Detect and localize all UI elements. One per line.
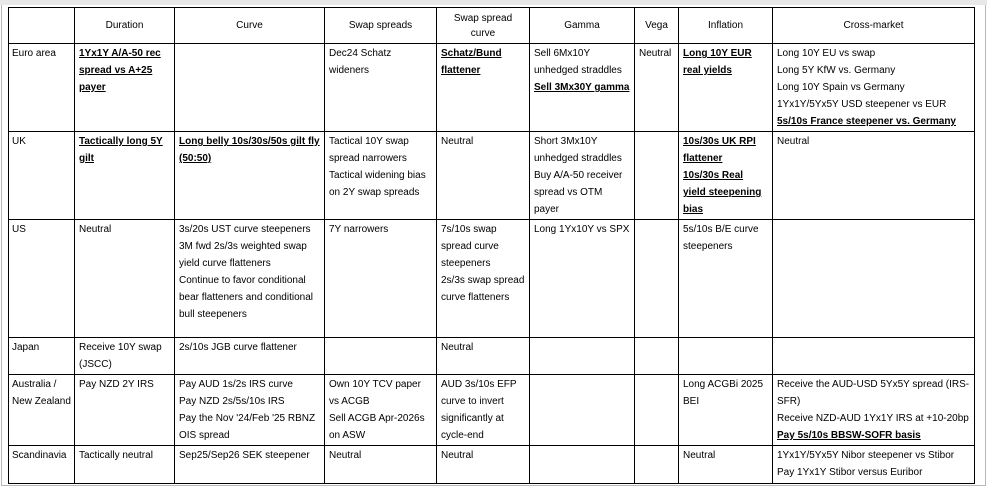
- trade-line: Continue to favor conditional bear flatteners and conditional bull steepeners: [179, 275, 313, 320]
- cell-uk-cross-market: [773, 132, 975, 220]
- trade-line: Pay the Nov '24/Feb '25 RBNZ OIS spread: [179, 413, 316, 441]
- trade-line: 10s/30s Real yield steepening bias: [683, 170, 762, 215]
- cell-us-swap-spreads: [325, 220, 437, 338]
- table-header: [9, 8, 975, 44]
- trade-line: Buy A/A-50 receiver spread vs OTM payer: [534, 170, 623, 215]
- region-label-japan: Japan: [9, 338, 75, 375]
- cell-japan-swap-spread-curve: [437, 338, 530, 375]
- table-row-euro-area: [9, 44, 975, 132]
- table-body: [9, 44, 975, 484]
- trade-line: Tactically long 5Y gilt: [79, 136, 163, 164]
- cell-us-cross-market: [773, 220, 975, 338]
- cell-australia-new-zealand-inflation: [679, 375, 773, 446]
- page-edge-left: [1, 5, 2, 485]
- trade-line: Schatz/Bund flattener: [441, 48, 502, 76]
- cell-uk-swap-spreads: [325, 132, 437, 220]
- column-header-swap-spread-curve: Swap spread curve: [437, 8, 530, 44]
- header-row: [9, 8, 975, 44]
- cell-euro-area-cross-market: [773, 44, 975, 132]
- column-header-inflation: Inflation: [679, 8, 773, 44]
- trade-line: AUD 3s/10s EFP curve to invert significantly at cycle-end: [441, 379, 517, 441]
- trade-line: Own 10Y TCV paper vs ACGB: [329, 379, 421, 407]
- column-header-vega: Vega: [635, 8, 679, 44]
- cell-scandinavia-swap-spreads: [325, 446, 437, 484]
- region-label-us: US: [9, 220, 75, 338]
- table-row-us: [9, 220, 975, 338]
- column-header-cross-market: Cross-market: [773, 8, 975, 44]
- trade-line: Neutral: [777, 136, 810, 147]
- cell-euro-area-inflation: [679, 44, 773, 132]
- table-row-australia-new-zealand: [9, 375, 975, 446]
- trade-line: Long belly 10s/30s/50s gilt fly (50:50): [179, 136, 320, 164]
- trade-line: Dec24 Schatz wideners: [329, 48, 392, 76]
- cell-australia-new-zealand-cross-market: [773, 375, 975, 446]
- trade-line: 5s/10s B/E curve steepeners: [683, 224, 759, 252]
- trade-line: Neutral: [441, 342, 474, 353]
- trade-line: 7s/10s swap spread curve steepeners: [441, 224, 499, 269]
- cell-japan-curve: [175, 338, 325, 375]
- trade-line: Long 10Y Spain vs Germany: [777, 82, 905, 93]
- trade-line: 2s/3s swap spread curve flatteners: [441, 275, 525, 303]
- trade-line: Long 10Y EU vs swap: [777, 48, 876, 59]
- trade-line: Receive NZD-AUD 1Yx1Y IRS at +10-20bp: [777, 413, 969, 424]
- cell-australia-new-zealand-duration: [75, 375, 175, 446]
- page-edge-top: [0, 0, 987, 5]
- cell-us-vega: [635, 220, 679, 338]
- cell-japan-duration: [75, 338, 175, 375]
- column-header-swap-spreads: Swap spreads: [325, 8, 437, 44]
- cell-australia-new-zealand-swap-spreads: [325, 375, 437, 446]
- cell-us-curve: [175, 220, 325, 338]
- table-row-scandinavia: [9, 446, 975, 484]
- cell-scandinavia-swap-spread-curve: [437, 446, 530, 484]
- trade-line: Neutral: [441, 450, 474, 461]
- cell-scandinavia-duration: [75, 446, 175, 484]
- table-row-japan: [9, 338, 975, 375]
- region-label-euro-area: Euro area: [9, 44, 75, 132]
- corner-header: [9, 8, 75, 44]
- trade-line: Receive 10Y swap (JSCC): [79, 342, 162, 370]
- trade-line: Long 10Y EUR real yields: [683, 48, 752, 76]
- cell-scandinavia-curve: [175, 446, 325, 484]
- cell-australia-new-zealand-swap-spread-curve: [437, 375, 530, 446]
- trade-line: 1Yx1Y A/A-50 rec spread vs A+25 payer: [79, 48, 161, 93]
- trade-line: 3s/20s UST curve steepeners: [179, 224, 311, 235]
- trade-line: Pay AUD 1s/2s IRS curve: [179, 379, 293, 390]
- cell-uk-vega: [635, 132, 679, 220]
- column-header-duration: Duration: [75, 8, 175, 44]
- trade-line: Pay NZD 2s/5s/10s IRS: [179, 396, 285, 407]
- column-header-curve: Curve: [175, 8, 325, 44]
- cell-uk-gamma: [530, 132, 635, 220]
- table-row-uk: [9, 132, 975, 220]
- trade-line: 7Y narrowers: [329, 224, 389, 235]
- region-label-uk: UK: [9, 132, 75, 220]
- trade-line: Tactical 10Y swap spread narrowers: [329, 136, 409, 164]
- region-label-scandinavia: Scandinavia: [9, 446, 75, 484]
- cell-euro-area-gamma: [530, 44, 635, 132]
- cell-japan-swap-spreads: [325, 338, 437, 375]
- trade-line: Long 1Yx10Y vs SPX: [534, 224, 630, 235]
- trade-line: Sell 3Mx30Y gamma: [534, 82, 630, 93]
- cell-japan-gamma: [530, 338, 635, 375]
- cell-uk-swap-spread-curve: [437, 132, 530, 220]
- trade-line: 10s/30s UK RPI flattener: [683, 136, 756, 164]
- cell-us-swap-spread-curve: [437, 220, 530, 338]
- cell-uk-curve: [175, 132, 325, 220]
- trade-line: Sell 6Mx10Y unhedged straddles: [534, 48, 622, 76]
- cell-scandinavia-gamma: [530, 446, 635, 484]
- trade-line: Tactical widening bias on 2Y swap spreads: [329, 170, 426, 198]
- cell-us-gamma: [530, 220, 635, 338]
- cell-japan-inflation: [679, 338, 773, 375]
- region-label-australia-new-zealand: Australia / New Zealand: [9, 375, 75, 446]
- trade-line: Long ACGBi 2025 BEI: [683, 379, 764, 407]
- cell-euro-area-curve: [175, 44, 325, 132]
- cell-scandinavia-inflation: [679, 446, 773, 484]
- cell-us-inflation: [679, 220, 773, 338]
- trade-line: 1Yx1Y/5Yx5Y USD steepener vs EUR: [777, 99, 947, 110]
- cell-euro-area-vega: [635, 44, 679, 132]
- trade-line: Neutral: [329, 450, 362, 461]
- trade-line: Neutral: [639, 48, 672, 59]
- cell-us-duration: [75, 220, 175, 338]
- trade-line: Pay 5s/10s BBSW-SOFR basis: [777, 430, 921, 441]
- cell-euro-area-swap-spread-curve: [437, 44, 530, 132]
- cell-uk-duration: [75, 132, 175, 220]
- trade-line: Sell ACGB Apr-2026s on ASW: [329, 413, 425, 441]
- cell-japan-cross-market: [773, 338, 975, 375]
- trade-line: Tactically neutral: [79, 450, 153, 461]
- cell-australia-new-zealand-curve: [175, 375, 325, 446]
- cell-japan-vega: [635, 338, 679, 375]
- cell-australia-new-zealand-vega: [635, 375, 679, 446]
- trade-line: Pay 1Yx1Y Stibor versus Euribor: [777, 467, 923, 478]
- column-header-gamma: Gamma: [530, 8, 635, 44]
- trade-line: Receive the AUD-USD 5Yx5Y spread (IRS-SFR): [777, 379, 970, 407]
- trade-line: Neutral: [441, 136, 474, 147]
- cell-australia-new-zealand-gamma: [530, 375, 635, 446]
- trade-line: 2s/10s JGB curve flattener: [179, 342, 297, 353]
- trade-line: Long 5Y KfW vs. Germany: [777, 65, 896, 76]
- cell-uk-inflation: [679, 132, 773, 220]
- page-edge-right: [985, 5, 986, 485]
- trade-line: Neutral: [683, 450, 716, 461]
- trade-line: Neutral: [79, 224, 112, 235]
- trade-line: 5s/10s France steepener vs. Germany: [777, 116, 956, 127]
- trade-line: Sep25/Sep26 SEK steepener: [179, 450, 310, 461]
- cell-euro-area-duration: [75, 44, 175, 132]
- trade-recommendations-table: [8, 7, 975, 484]
- trade-line: 3M fwd 2s/3s weighted swap yield curve flatteners: [179, 241, 307, 269]
- trade-line: Pay NZD 2Y IRS: [79, 379, 154, 390]
- trade-line: Short 3Mx10Y unhedged straddles: [534, 136, 622, 164]
- cell-euro-area-swap-spreads: [325, 44, 437, 132]
- cell-scandinavia-cross-market: [773, 446, 975, 484]
- cell-scandinavia-vega: [635, 446, 679, 484]
- trade-line: 1Yx1Y/5Yx5Y Nibor steepener vs Stibor: [777, 450, 955, 461]
